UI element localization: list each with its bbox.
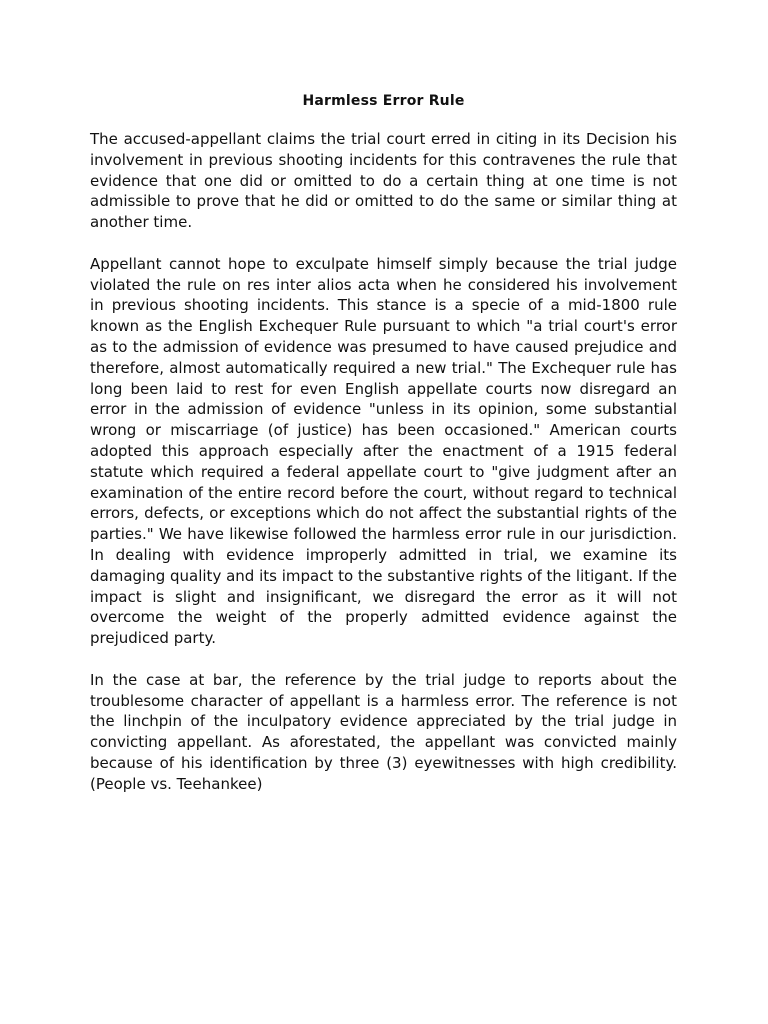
paragraph-accused-claim: The accused-appellant claims the trial court erred in citing in its Decision his involvement in previous shooting incidents for this contravenes the rule that evidence that one did or omitted to do a certain thing at one time is not admissible to prove that he did or omitted to do the same or similar thing at another time. [90, 130, 677, 232]
document-page [90, 91, 677, 795]
document-title: Harmless Error Rule [302, 93, 465, 109]
paragraph-case-at-bar: In the case at bar, the reference by the trial judge to reports about the troublesome character of appellant is a harmless error. The reference is not the linchpin of the inculpatory evidence appreciated by the trial judge in convicting appellant. As aforestated, the appellant was convicted mainly because of his identification by three (3) eyewitnesses with high credibility. (People vs. Teehankee) [90, 670, 677, 793]
paragraph-exchequer-rule: Appellant cannot hope to exculpate himself simply because the trial judge violated the rule on res inter alios acta when he considered his involvement in previous shooting incidents. This stance is a specie of a mid-1800 rule known as the English Exchequer Rule pursuant to which "a trial court's error as to the admission of evidence was presumed to have caused prejudice and therefore, almost automatically required a new trial." The Exchequer rule has long been laid to rest for even English appellate courts now disregard an error in the admission of evidence "unless in its opinion, some substantial wrong or miscarriage (of justice) has been occasioned." American courts adopted this approach especially after the enactment of a 1915 federal statute which required a federal appellate court to "give judgment after an examination of the entire record before the court, without regard to technical errors, defects, or exceptions which do not affect the substantial rights of the parties." We have likewise followed the harmless error rule in our jurisdiction. In dealing with evidence improperly admitted in trial, we examine its damaging quality and its impact to the substantive rights of the litigant. If the impact is slight and insignificant, we disregard the error as it will not overcome the weight of the properly admitted evidence against the prejudiced party. [90, 254, 678, 648]
